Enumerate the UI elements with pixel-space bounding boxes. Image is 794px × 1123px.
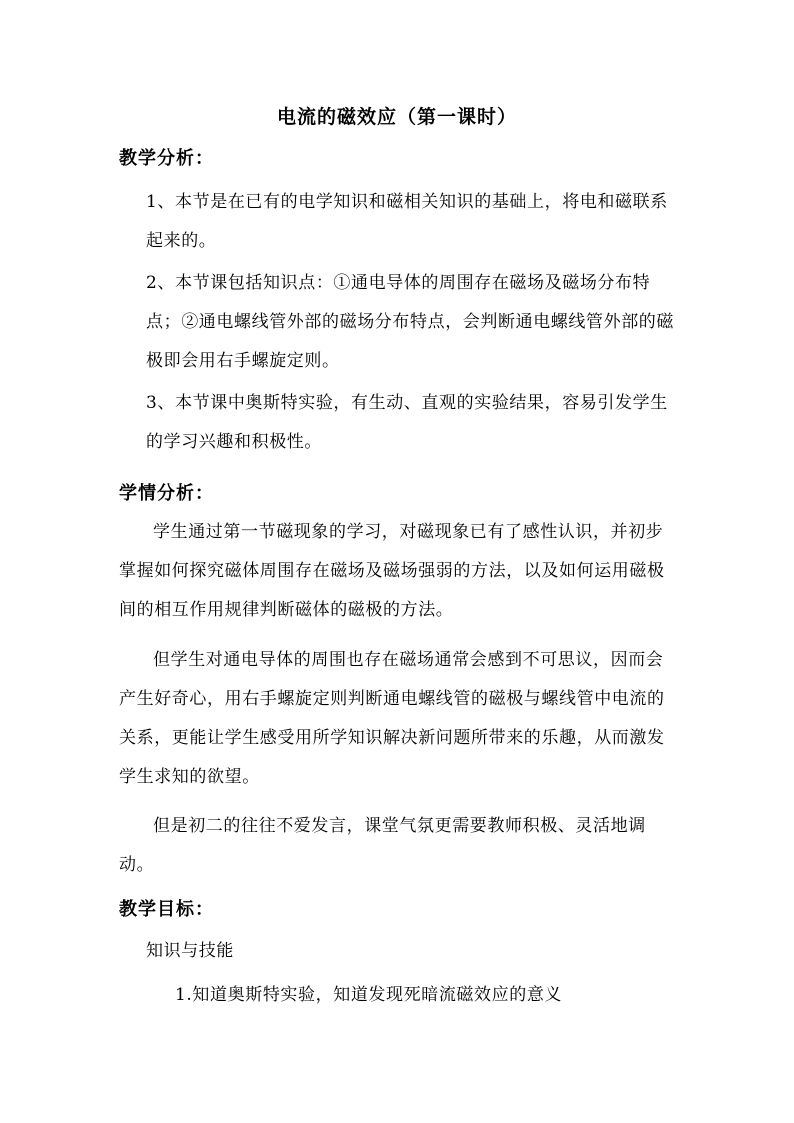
student-analysis-paragraph-3: 但是初二的往往不爱发言，课堂气氛更需要教师积极、灵活地调动。 [119,816,646,875]
heading-teaching-analysis: 教学分析： [119,148,214,169]
teaching-analysis-item-3-text: 3、本节课中奥斯特实验，有生动、直观的实验结果，容易引发学生的学习兴趣和积极性。 [146,393,668,452]
student-analysis-paragraph-2: 但学生对通电导体的周围也存在磁场通常会感到不可思议，因而会产生好奇心，用右手螺旋定则判断通电螺线管的磁极与螺线管中电流的关系，更能让学生感受用所学知识解决新问题所带来的乐趣，从而激发学生求知的欲望。 [119,650,665,787]
document-title: 电流的磁效应（第一课时） [276,106,517,128]
student-analysis-paragraph-1: 学生通过第一节磁现象的学习，对磁现象已有了感性认识，并初步掌握如何探究磁体周围存在磁场及磁场强弱的方法，以及如何运用磁极间的相互作用规律判断磁体的磁极的方法。 [119,522,665,620]
heading-teaching-goals: 教学目标： [119,899,214,920]
teaching-goals-item-1: 1.知道奥斯特实验，知道发现死暗流磁效应的意义 [175,985,563,1005]
teaching-analysis-item-1 [119,183,679,261]
teaching-analysis-item-2 [119,264,679,381]
teaching-analysis-item-3 [119,384,679,462]
teaching-analysis-item-1-text: 1、本节是在已有的电学知识和磁相关知识的基础上，将电和磁联系起来的。 [146,192,668,251]
subheading-knowledge-skills: 知识与技能 [146,941,234,961]
heading-student-analysis: 学情分析： [119,483,214,504]
teaching-analysis-item-2-text: 2、本节课包括知识点：①通电导体的周围存在磁场及磁场分布特点；②通电螺线管外部的磁场分布特点，会判断通电螺线管外部的磁极即会用右手螺旋定则。 [146,273,674,371]
